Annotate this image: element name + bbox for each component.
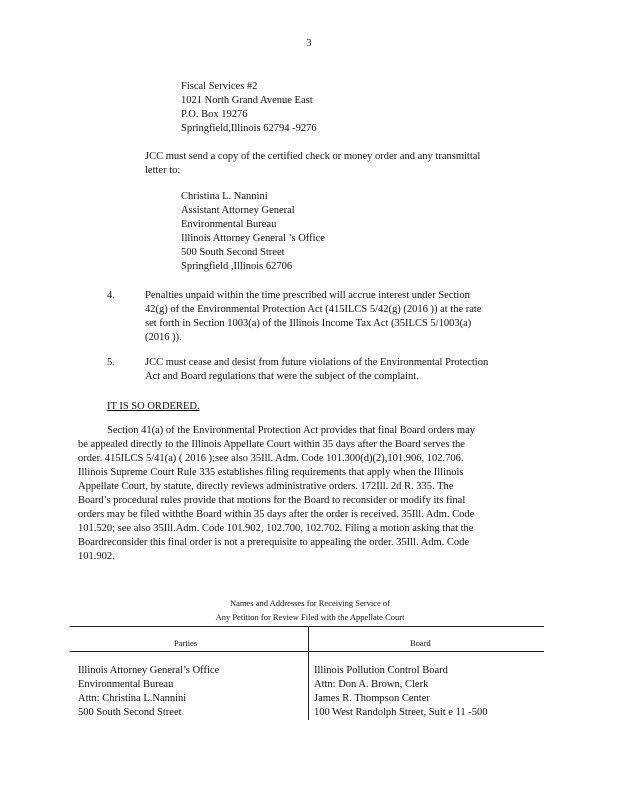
- address-line: Environmental Bureau: [181, 219, 277, 230]
- table-top-border: [70, 626, 544, 627]
- paragraph-line: order. 415ILCS 5/41(a) ( 2016 );see also 35Ill. Adm. Code 101.300(d)(2),101.906, 102.706.: [78, 453, 464, 464]
- order-item-5: [107, 356, 527, 386]
- appeal-rights-paragraph: [78, 424, 530, 564]
- address-line: Fiscal Services #2: [181, 81, 258, 92]
- page-number: 3: [306, 38, 312, 49]
- paragraph-line: Boardreconsider this final order is not a prerequisite to appealing the order. 35Ill. Adm. Code: [78, 537, 470, 548]
- heading-line: Names and Addresses for Receiving Service of: [229, 598, 391, 608]
- address-line: Springfield,Illinois 62794 -9276: [181, 123, 317, 134]
- order-item-4: [107, 289, 527, 349]
- paragraph-line: Act and Board regulations that were the subject of the complaint.: [145, 371, 419, 382]
- paragraph-line: 101.520; see also 35Ill.Adm. Code 101.902, 102.700, 102.702. Filing a motion asking that the: [78, 523, 474, 534]
- address-line: Illinois Attorney General’s Office: [78, 665, 220, 676]
- board-column-label: Board: [410, 638, 431, 648]
- table-column-divider: [308, 626, 309, 720]
- paragraph-line: JCC must cease and desist from future violations of the Environmental Protection: [145, 357, 489, 368]
- address-line: Illinois Attorney General ’s Office: [181, 233, 325, 244]
- item-number: 5.: [107, 357, 115, 368]
- address-line: P.O. Box 19276: [181, 109, 248, 120]
- paragraph-line: 101.902.: [78, 551, 115, 562]
- paragraph-line: Appellate Court, by statute, directly reviews administrative orders. 172Ill. 2d R. 335. The: [78, 481, 454, 492]
- parties-column-label: Parties: [174, 638, 198, 648]
- address-line: Illinois Pollution Control Board: [314, 665, 448, 676]
- address-line: Environmental Bureau: [78, 679, 174, 690]
- item-body: [145, 356, 527, 384]
- paragraph-line: Illinois Supreme Court Rule 335 establishes filing requirements that apply when the Illinois: [78, 467, 464, 478]
- paragraph-line: letter to:: [145, 165, 181, 176]
- address-line: Assistant Attorney General: [181, 205, 295, 216]
- jcc-send-paragraph: [145, 150, 523, 178]
- paragraph-line: (2016 )).: [145, 332, 182, 343]
- paragraph-line: JCC must send a copy of the certified check or money order and any transmittal: [145, 151, 481, 162]
- paragraph-line: orders may be filed withthe Board within 35 days after the order is received. 35Ill. Adm. Code: [78, 509, 475, 520]
- address-line: 100 West Randolph Street, Suit e 11 -500: [314, 707, 488, 718]
- address-line: 500 South Second Street: [78, 707, 182, 718]
- item-number: 4.: [107, 290, 115, 301]
- paragraph-line: Section 41(a) of the Environmental Protection Act provides that final Board orders may: [107, 425, 475, 436]
- heading-line: Any Petition for Review Filed with the Appellate Court: [215, 612, 405, 622]
- paragraph-line: Penalties unpaid within the time prescribed will accrue interest under Section: [145, 290, 470, 301]
- attorney-address: [181, 190, 325, 274]
- service-table-heading: [150, 596, 470, 624]
- address-line: Christina L. Nannini: [181, 191, 268, 202]
- address-line: 1021 North Grand Avenue East: [181, 95, 313, 106]
- table-header-divider: [70, 651, 544, 652]
- item-body: [145, 289, 527, 345]
- paragraph-line: set forth in Section 1003(a) of the Illinois Income Tax Act (35ILCS 5/1003(a): [145, 318, 472, 329]
- fiscal-services-address: [181, 80, 317, 136]
- address-line: Attn: Christina L.Nannini: [78, 693, 187, 704]
- address-line: James R. Thompson Center: [314, 693, 430, 704]
- address-line: Attn: Don A. Brown, Clerk: [314, 679, 429, 690]
- board-address: [314, 664, 488, 720]
- paragraph-line: Board’s procedural rules provide that motions for the Board to reconsider or modify its final: [78, 495, 466, 506]
- address-line: Springfield ,Illinois 62706: [181, 261, 293, 272]
- paragraph-line: be appealed directly to the Illinois Appellate Court within 35 days after the Board serves the: [78, 439, 465, 450]
- address-line: 500 South Second Street: [181, 247, 285, 258]
- parties-address: [78, 664, 219, 720]
- so-ordered-statement: IT IS SO ORDERED.: [107, 401, 200, 412]
- paragraph-line: 42(g) of the Environmental Protection Act (415ILCS 5/42(g) (2016 )) at the rate: [145, 304, 482, 315]
